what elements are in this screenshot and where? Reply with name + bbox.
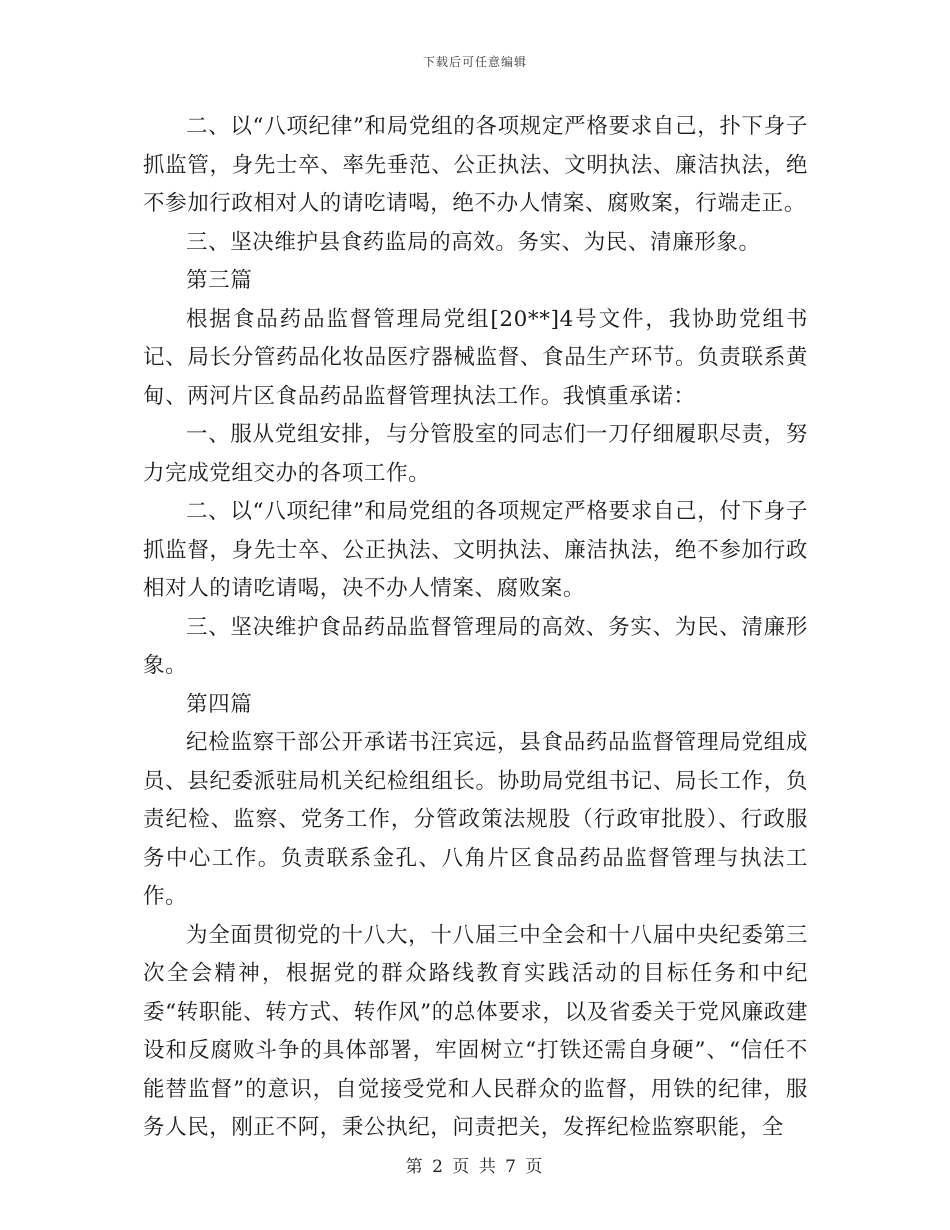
paragraph: 二、以“八项纪律”和局党组的各项规定严格要求自己，扑下身子抓监管，身先士卒、率先垂范、公正执法、文明执法、廉洁执法，绝不参加行政相对人的请吃请喝，绝不办人情案、腐败案，行端走正。 (143, 114, 808, 216)
page-number: 第 2 页 共 7 页 (405, 1157, 545, 1177)
paragraph: 为全面贯彻党的十八大，十八届三中全会和十八届中央纪委第三次全会精神，根据党的群众路线教育实践活动的目标任务和中纪委“转职能、转方式、转作风”的总体要求，以及省委关于党风廉政建设和反腐败斗争的具体部署，牢固树立“打铁还需自身硬”、“信任不能替监督”的意识，自觉接受党和人民群众的监督，用铁的纪律，服务人民，刚正不阿，秉公执纪，问责把关，发挥纪检监察职能，全 (143, 922, 808, 1140)
document-body (143, 108, 808, 1148)
paragraph: 纪检监察干部公开承诺书汪宾远，县食品药品监督管理局党组成员、县纪委派驻局机关纪检组组长。协助局党组书记、局长工作，负责纪检、监察、党务工作，分管政策法规股（行政审批股）、行政服务中心工作。负责联系金孔、八角片区食品药品监督管理与执法工作。 (143, 730, 808, 909)
paragraph: 三、坚决维护县食药监局的高效。务实、为民、清廉形象。 (186, 229, 761, 255)
paragraph: 三、坚决维护食品药品监督管理局的高效、务实、为民、清廉形象。 (143, 614, 808, 678)
section-heading: 第四篇 (186, 691, 253, 717)
paragraph: 二、以“八项纪律”和局党组的各项规定严格要求自己，付下身子抓监督，身先士卒、公正执法、文明执法、廉洁执法，绝不参加行政相对人的请吃请喝，决不办人情案、腐败案。 (143, 499, 808, 601)
paragraph: 根据食品药品监督管理局党组[20**]4号文件，我协助党组书记、局长分管药品化妆品医疗器械监督、食品生产环节。负责联系黄甸、两河片区食品药品监督管理执法工作。我慎重承诺： (143, 306, 808, 409)
paragraph: 一、服从党组安排，与分管股室的同志们一刀仔细履职尽责，努力完成党组交办的各项工作。 (143, 422, 808, 486)
section-heading: 第三篇 (186, 268, 253, 293)
page-header: 下载后可任意编辑 (422, 55, 527, 69)
